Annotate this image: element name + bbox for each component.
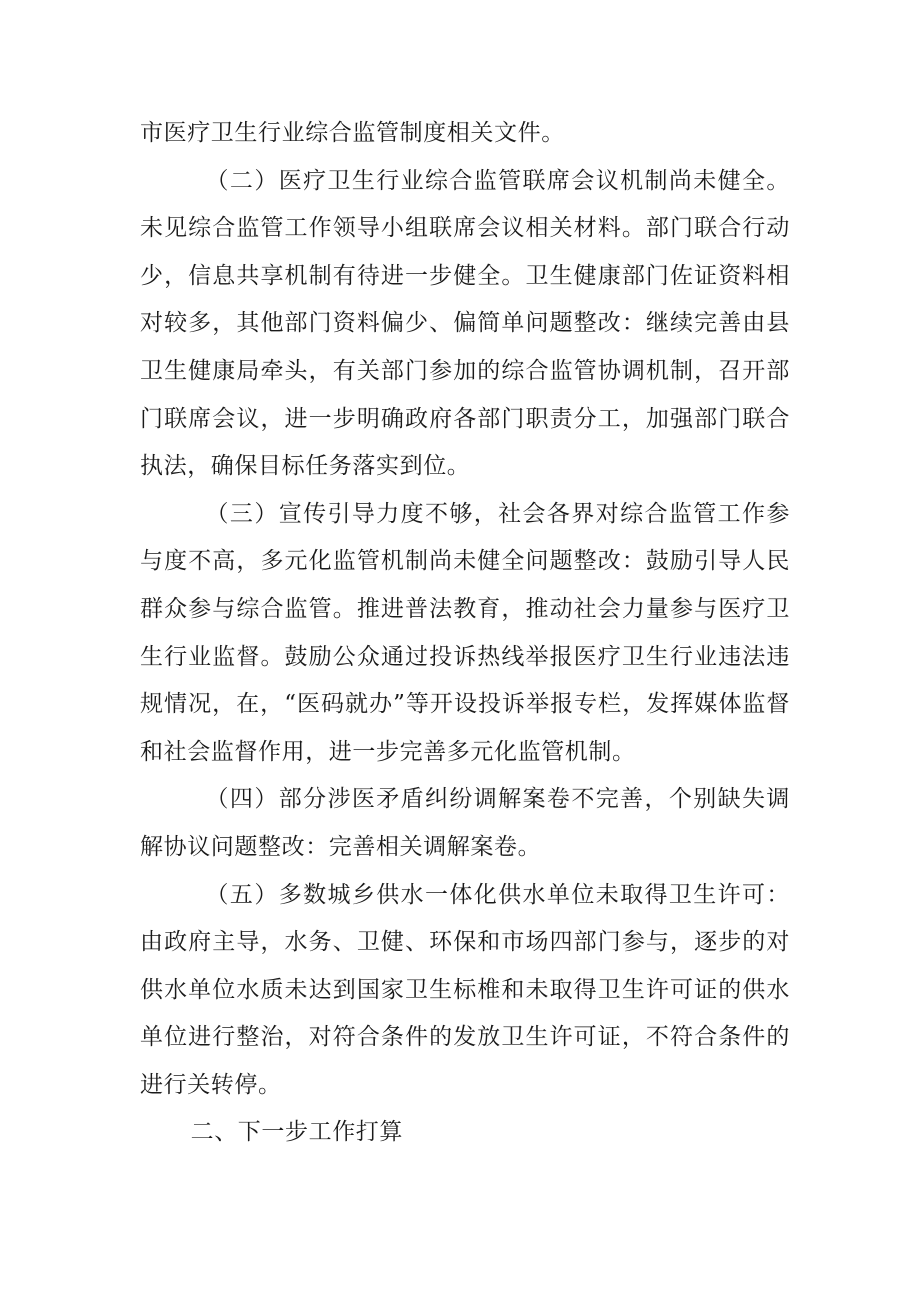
paragraph-item-2: （二）医疗卫生行业综合监管联席会议机制尚未健全。未见综合监管工作领导小组联席会议相关材料。部门联合行动少，信息共享机制有待进一步健全。卫生健康部门佐证资料相对较多，其他部门资料偏少、偏简单问题整改：继续完善由县卫生健康局牵头，有关部门参加的综合监管协调机制，召开部门联席会议，进一步明确政府各部门职责分工，加强部门联合执法，确保目标任务落实到位。 [140, 167, 790, 480]
paragraph-item-4: （四）部分涉医矛盾纠纷调解案卷不完善，个别缺失调解协议问题整改：完善相关调解案卷。 [140, 786, 790, 860]
paragraph-item-5: （五）多数城乡供水一体化供水单位未取得卫生许可：由政府主导，水务、卫健、环保和市场四部门参与，逐步的对供水单位水质未达到国家卫生标椎和未取得卫生许可证的供水单位进行整治，对符合条件的发放卫生许可证，不符合条件的进行关转停。 [140, 881, 790, 1098]
paragraph-continuation: 市医疗卫生行业综合监管制度相关文件。 [140, 120, 565, 146]
document-body [140, 110, 790, 1157]
paragraph-item-3: （三）宣传引导力度不够，社会各界对综合监管工作参与度不高，多元化监管机制尚未健全问题整改：鼓励引导人民群众参与综合监管。推进普法教育，推动社会力量参与医疗卫生行业监督。鼓励公众通过投诉热线举报医疗卫生行业违法违规情况，在，“医码就办”等开设投诉举报专栏，发挥媒体监督和社会监督作用，进一步完善多元化监管机制。 [140, 500, 790, 765]
section-heading-next-steps: 二、下一步工作打算 [190, 1119, 403, 1146]
